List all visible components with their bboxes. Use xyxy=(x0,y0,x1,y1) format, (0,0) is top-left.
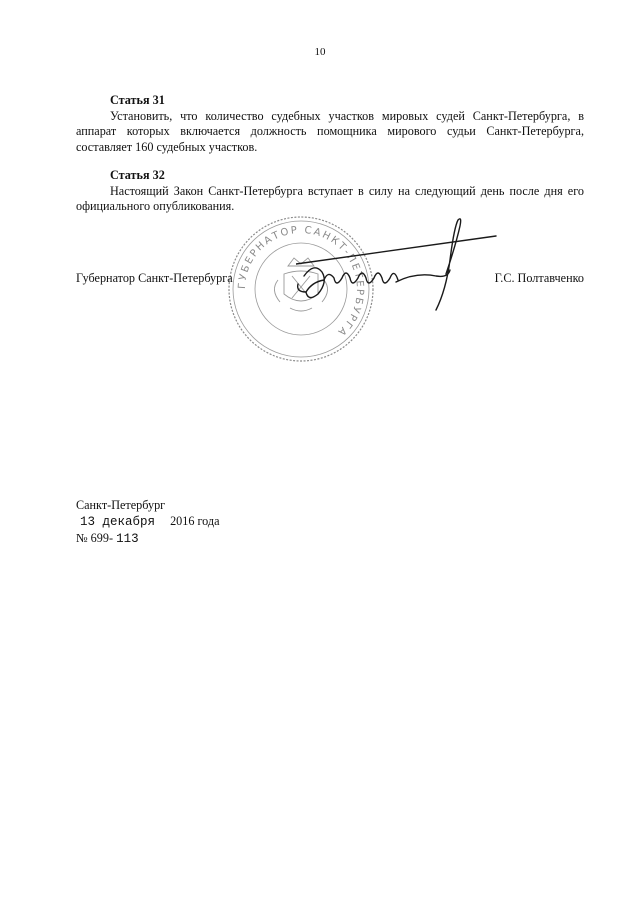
handwritten-signature xyxy=(296,218,506,318)
date-day: 13 xyxy=(80,515,96,529)
law-number xyxy=(76,530,220,547)
article-32 xyxy=(76,168,584,215)
article-31 xyxy=(76,93,584,155)
governor-title: Губернатор Санкт-Петербурга xyxy=(76,271,233,285)
date-month: декабря xyxy=(102,515,156,529)
law-number-value: 113 xyxy=(116,532,139,546)
seal-lettering: ГУБЕРНАТОР САНКТ-ПЕТЕРБУРГА xyxy=(236,224,366,339)
city: Санкт-Петербург xyxy=(76,498,166,512)
article-32-title: Статья 32 xyxy=(110,168,165,182)
article-31-body: Установить, что количество судебных участков мировых судей Санкт-Петербурга, в аппарат которых включается должность помощника мирового судьи Санкт-Петербурга, составляет 160 судебных участков. xyxy=(76,108,584,154)
governor-name: Г.С. Полтавченко xyxy=(494,271,584,285)
law-number-prefix: № 699- xyxy=(76,531,114,545)
place-date-block xyxy=(76,497,220,547)
page-number: 10 xyxy=(314,46,326,58)
article-31-title: Статья 31 xyxy=(110,93,165,107)
date-year: 2016 года xyxy=(170,514,220,528)
article-32-body: Настоящий Закон Санкт-Петербурга вступает в силу на следующий день после дня его официального опубликования. xyxy=(76,183,584,214)
date-line xyxy=(76,513,220,530)
